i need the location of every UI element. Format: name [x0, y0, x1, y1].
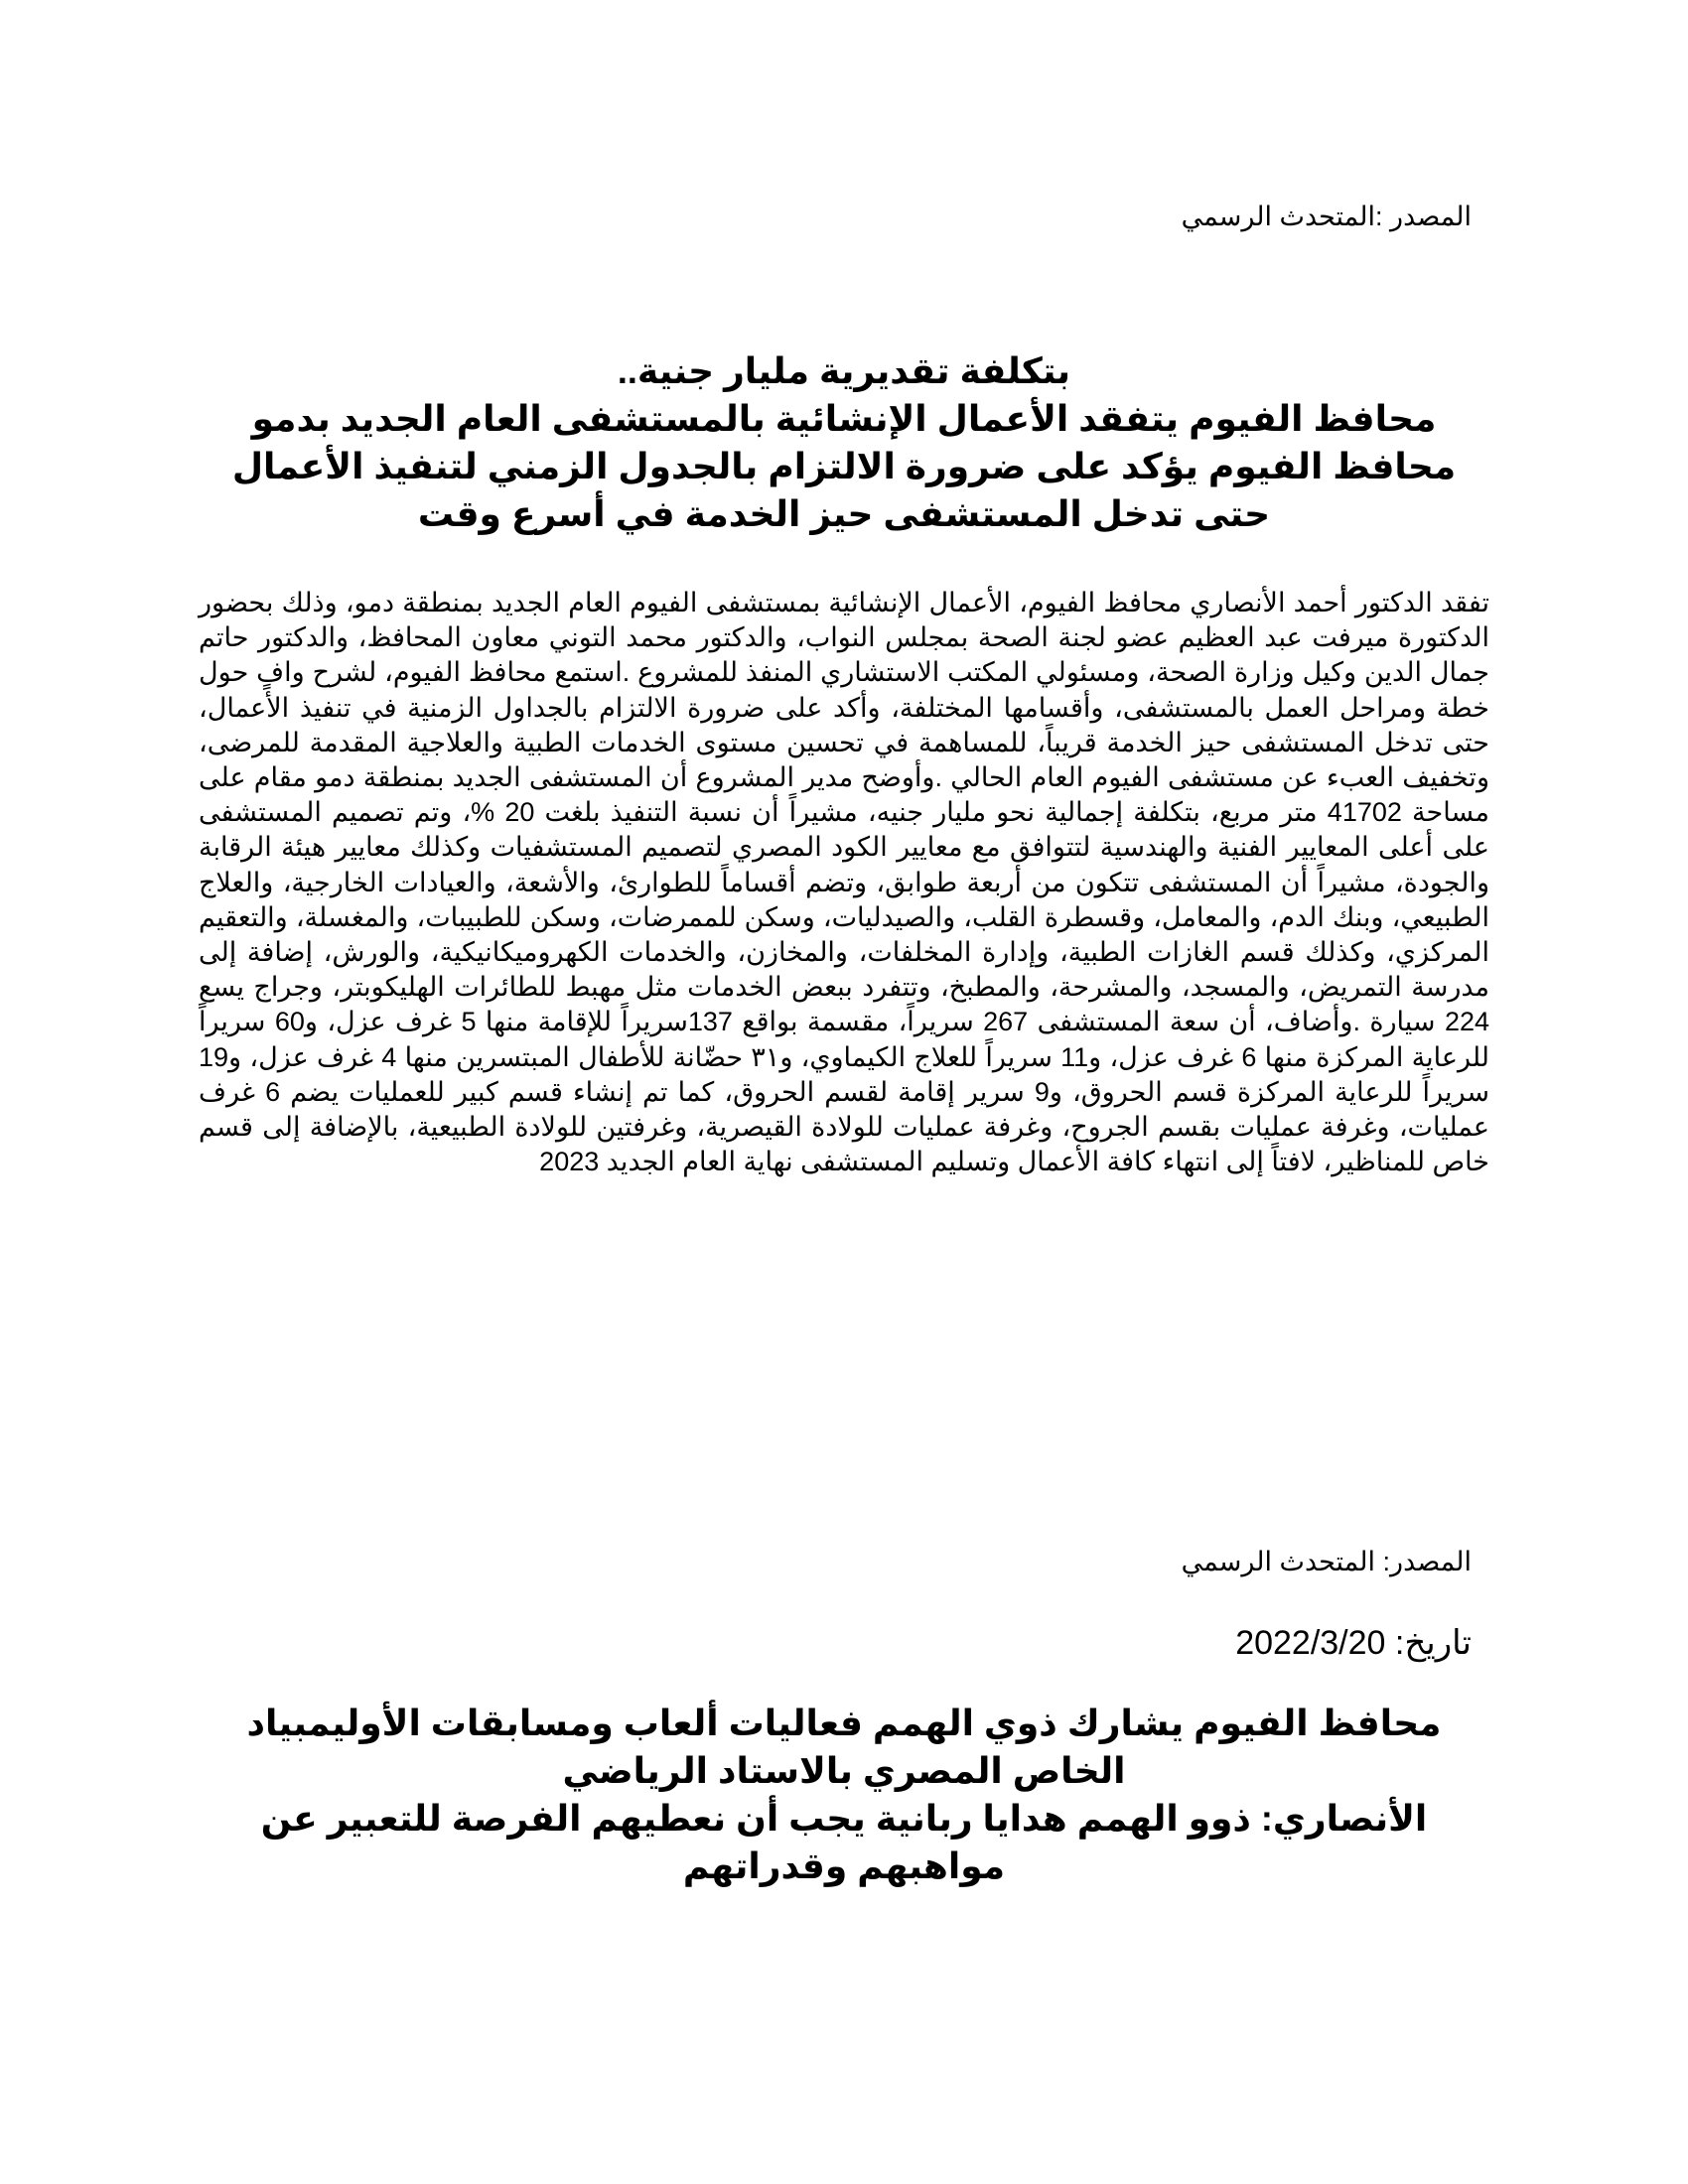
article1-main-headline: محافظ الفيوم يتفقد الأعمال الإنشائية بالمستشفى العام الجديد بدمو: [251, 398, 1437, 439]
article1-headlines: [199, 347, 1489, 538]
article2-headlines: [199, 1700, 1489, 1890]
article1-kicker: بتكلفة تقديرية مليار جنية..: [617, 350, 1071, 391]
article1-body: تفقد الدكتور أحمد الأنصاري محافظ الفيوم، الأعمال الإنشائية بمستشفى الفيوم العام الجديد بمنطقة دمو، وذلك بحضور الدكتورة ميرفت عبد العظيم عضو لجنة الصحة بمجلس النواب، والدكتور محمد التوني معاون المحافظ، والدكتور حاتم جمال الدين وكيل وزارة الصحة، ومسئولي المكتب الاستشاري المنفذ للمشروع .استمع محافظ الفيوم، لشرح وافٍ حول خطة ومراحل العمل بالمستشفى، وأقسامها المختلفة، وأكد على ضرورة الالتزام بالجداول الزمنية في تنفيذ الأعمال، حتى تدخل المستشفى حيز الخدمة قريباً، للمساهمة في تحسين مستوى الخدمات الطبية والعلاجية المقدمة للمرضى، وتخفيف العبء عن مستشفى الفيوم العام الحالي .وأوضح مدير المشروع أن المستشفى الجديد بمنطقة دمو مقام على مساحة 41702 متر مربع، بتكلفة إجمالية نحو مليار جنيه، مشيراً أن نسبة التنفيذ بلغت 20 %، وتم تصميم المستشفى على أعلى المعايير الفنية والهندسية لتتوافق مع معايير الكود المصري لتصميم المستشفيات وكذلك معايير هيئة الرقابة والجودة، مشيراً أن المستشفى تتكون من أربعة طوابق، وتضم أقساماً للطوارئ، والأشعة، والعيادات الخارجية، والعلاج الطبيعي، وبنك الدم، والمعامل، وقسطرة القلب، والصيدليات، وسكن للممرضات، وسكن للطبيبات، والمغسلة، والتعقيم المركزي، وكذلك قسم الغازات الطبية، وإدارة المخلفات، والمخازن، والخدمات الكهروميكانيكية، والورش، إضافة إلى مدرسة التمريض، والمسجد، والمشرحة، والمطبخ، وتتفرد ببعض الخدمات مثل مهبط للطائرات الهليكوبتر، وجراج يسع 224 سيارة .وأضاف، أن سعة المستشفى 267 سريراً، مقسمة بواقع 137سريراً للإقامة منها 5 غرف عزل، و60 سريراً للرعاية المركزة منها 6 غرف عزل، و11 سريراً للعلاج الكيماوي، و٣١ حضّانة للأطفال المبتسرين منها 4 غرف عزل، و19 سريراً للرعاية المركزة قسم الحروق، و9 سرير إقامة لقسم الحروق، كما تم إنشاء قسم كبير للعمليات يضم 6 غرف عمليات، وغرفة عمليات بقسم الجروح، وغرفة عمليات للولادة القيصرية، وغرفتين للولادة الطبيعية، بالإضافة إلى قسم خاص للمناظير، لافتاً إلى انتهاء كافة الأعمال وتسليم المستشفى نهاية العام الجديد 2023: [199, 588, 1490, 1177]
article2-date: تاريخ: 2022/3/20: [1235, 1624, 1472, 1662]
article2-subheadline: الأنصاري: ذوو الهمم هدايا ربانية يجب أن نعطيهم الفرصة للتعبير عن مواهبهم وقدراتهم: [260, 1798, 1428, 1886]
article1-subheadline: محافظ الفيوم يؤكد على ضرورة الالتزام بالجدول الزمني لتنفيذ الأعمال حتى تدخل المستشفى حيز الخدمة في أسرع وقت: [231, 446, 1457, 534]
article2-main-headline: محافظ الفيوم يشارك ذوي الهمم فعاليات ألعاب ومسابقات الأوليمبياد الخاص المصري بالاستاد الرياضي: [246, 1703, 1442, 1791]
article2-source: المصدر: المتحدث الرسمي: [1181, 1547, 1472, 1576]
article1-source: المصدر :المتحدث الرسمي: [1181, 202, 1472, 231]
